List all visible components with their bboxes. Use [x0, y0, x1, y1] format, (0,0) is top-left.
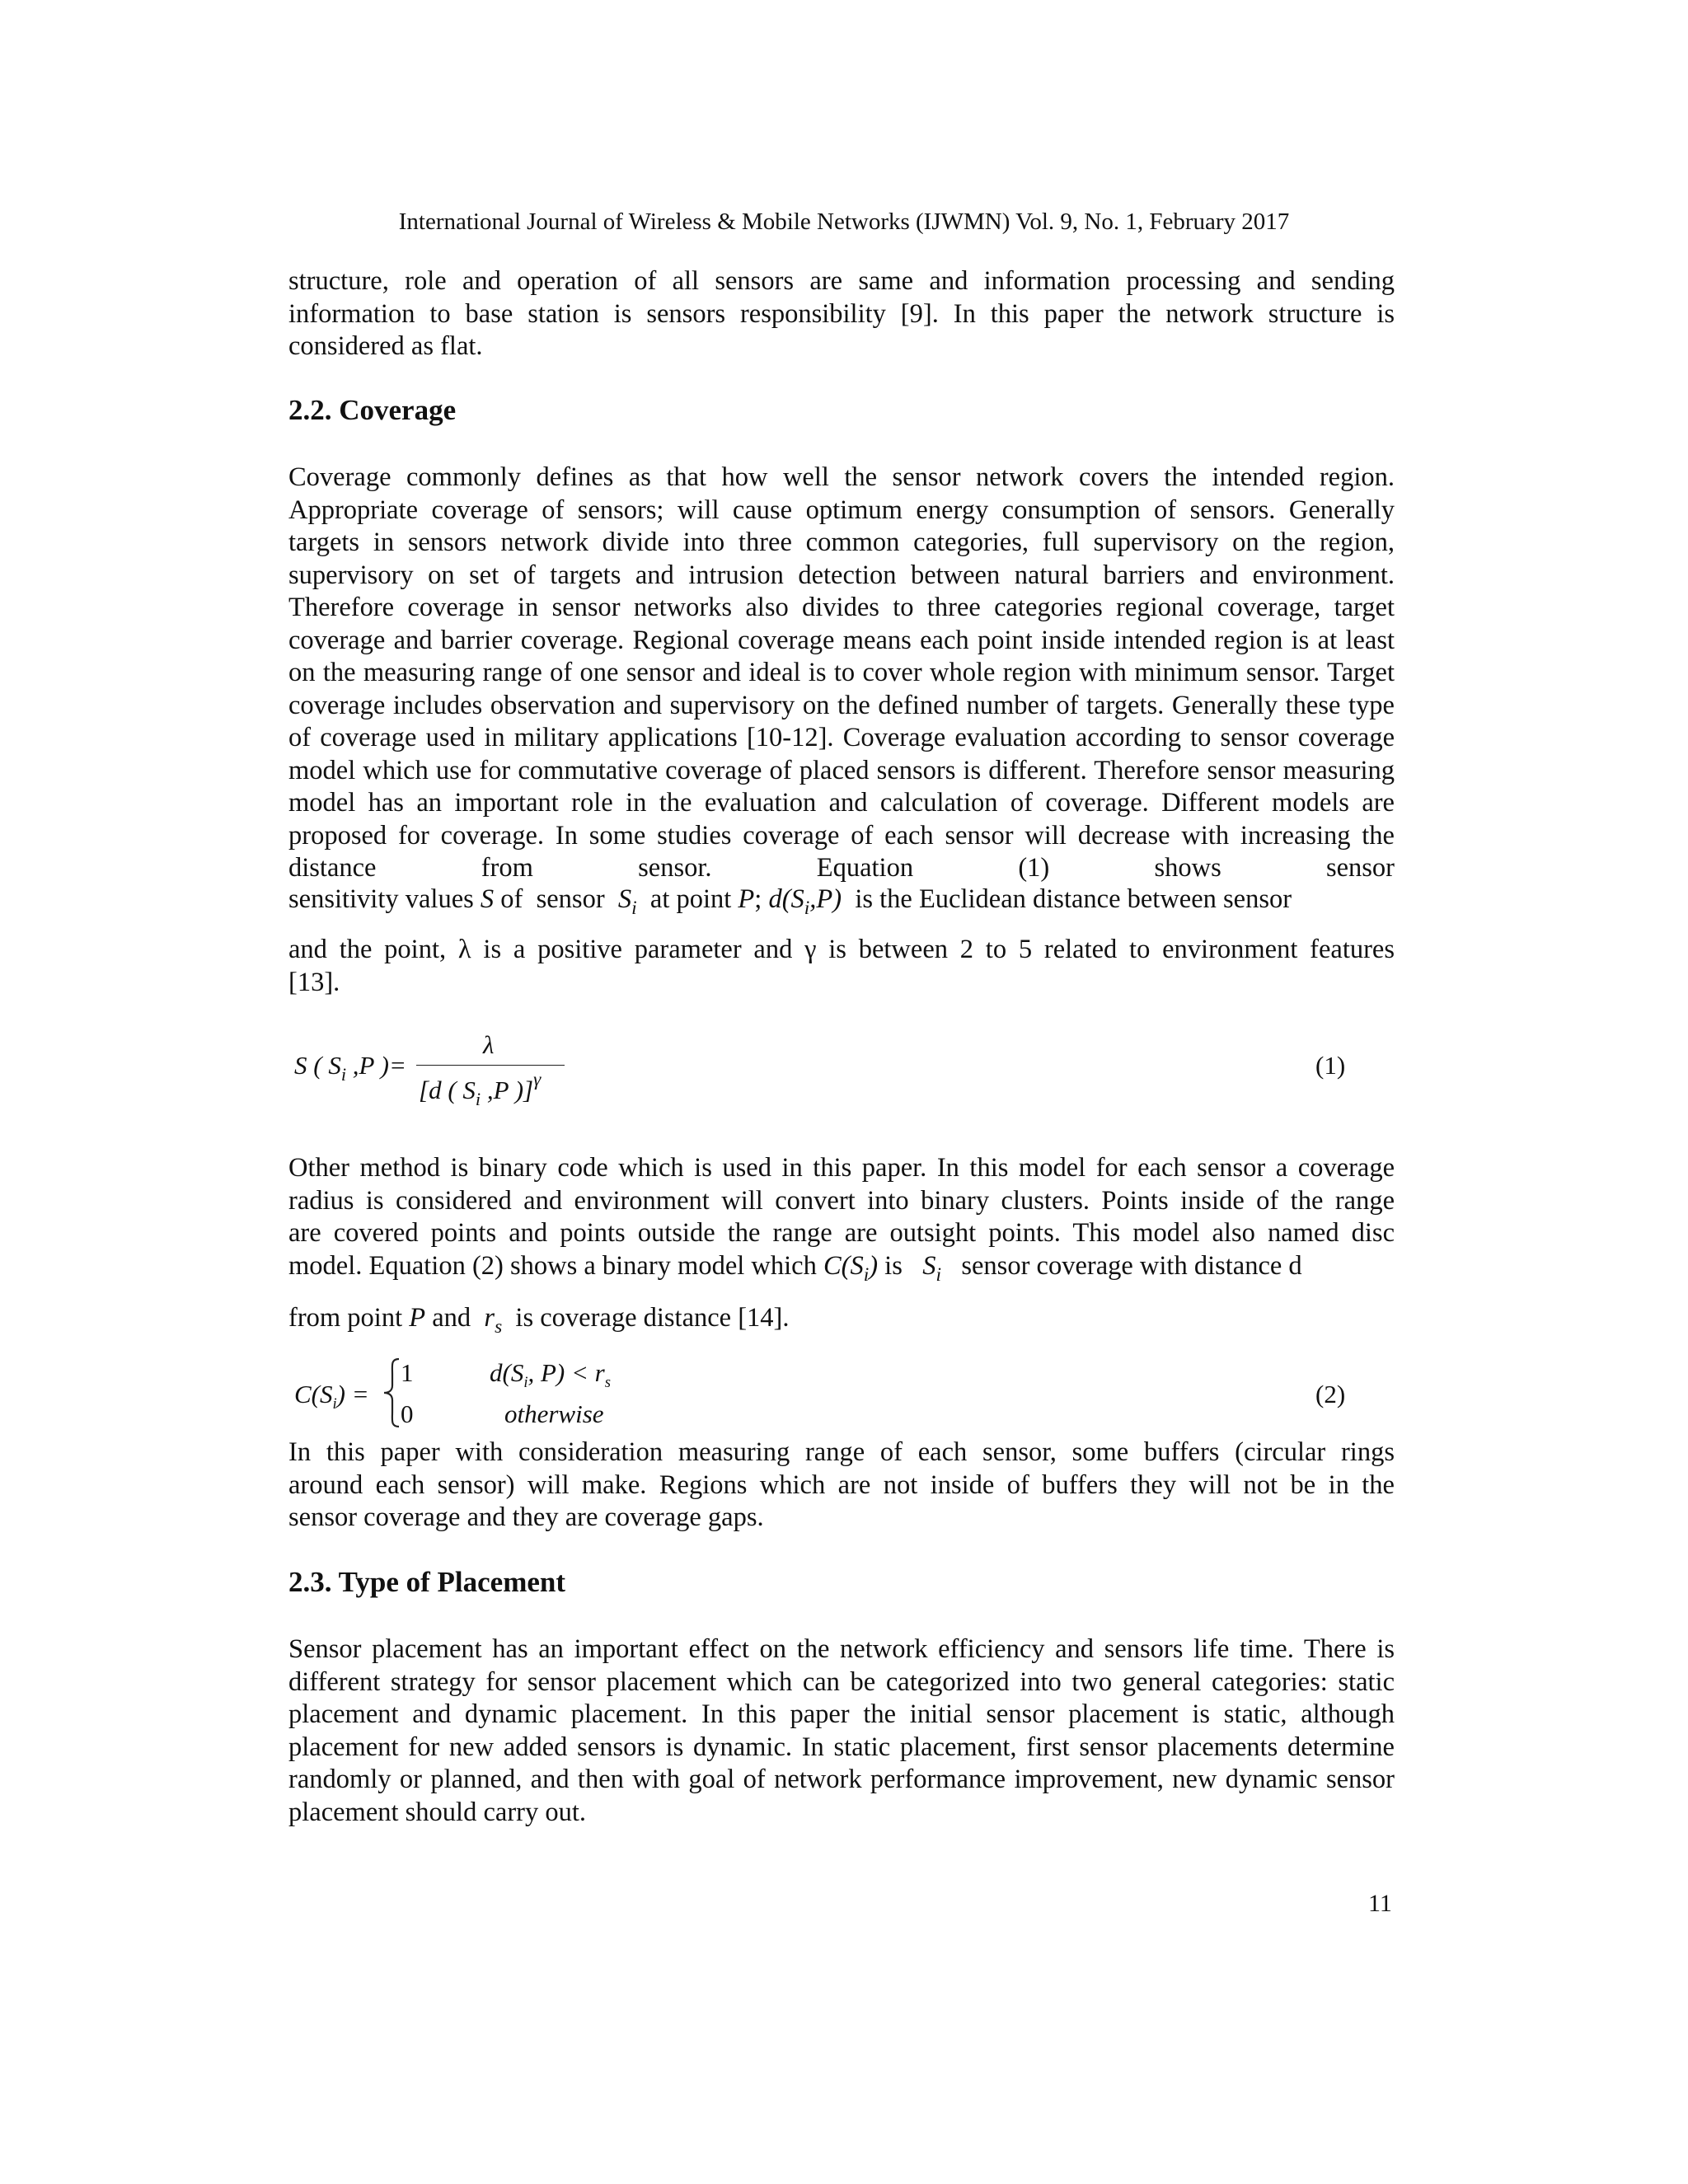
text-line: and the point, λ is a positive parameter and γ is between 2 to 5 related to environment features: [288, 935, 1395, 964]
symbol-rs: $r_s$: [484, 1303, 503, 1338]
symbol-si: $S_i$: [922, 1251, 941, 1286]
eq1-denominator: [d ( $S_i$ ,P )]$^\gamma$: [419, 1068, 542, 1109]
from-point-line: from point P and $r_s$ is coverage distance [14].: [288, 1303, 790, 1338]
page-number: 11: [1368, 1890, 1392, 1917]
eq2-number: (2): [1315, 1380, 1346, 1408]
symbol-distance: $d(S_i,P)$: [768, 884, 842, 920]
placement-paragraph: [288, 1633, 1395, 1829]
section-heading-placement: 2.3. Type of Placement: [288, 1566, 566, 1598]
text-line: are covered points and points outside the range are outsight points. This model also named disc: [288, 1218, 1395, 1248]
text-line: structure, role and operation of all sensors are same and information processing and sending: [288, 266, 1395, 296]
text-line: Other method is binary code which is used in this paper. In this model for each sensor a coverage: [288, 1153, 1395, 1183]
coverage-paragraph: [288, 462, 1395, 885]
eq2-case2-value: 0: [401, 1399, 414, 1428]
eq2-lhs: $C(S_i)$ =: [294, 1380, 369, 1413]
text-line: information to base station is sensors responsibility [9]. In this paper the network structure is: [288, 298, 1395, 329]
symbol-si: $S_i$: [617, 884, 637, 920]
binary-model-paragraph: [288, 1152, 1395, 1250]
eq1-lhs: S ( $S_i$ ,P )=: [294, 1051, 406, 1085]
symbol-csi: $C(S_i)$: [823, 1251, 879, 1286]
journal-header: International Journal of Wireless & Mobile Networks (IJWMN) Vol. 9, No. 1, February 2017: [398, 209, 1290, 235]
model-line: model. Equation (2) shows a binary model which $C(S_i)$ is $S_i$ sensor coverage with distance d: [288, 1251, 1302, 1286]
parameters-paragraph: [288, 934, 1395, 999]
buffers-paragraph: [288, 1436, 1395, 1535]
eq2-case1-condition: $d(S_i$, $P) < r_s$: [490, 1358, 611, 1391]
text-line: considered as flat.: [288, 331, 483, 361]
eq1-number: (1): [1315, 1051, 1346, 1080]
placement-text: Sensor placement has an important effect on the network efficiency and sensors life time. There is different strategy for sensor placement which can be categorized into two general categories: static placement and dynamic placement. In this paper the initial sensor placement is static, although placement for new added sensors is dynamic. In static placement, first sensor placements determine randomly or planned, and then with goal of network performance improvement, new dynamic sensor placement should carry out.: [288, 1634, 1395, 1827]
text-line: In this paper with consideration measuring range of each sensor, some buffers (circular rings: [288, 1437, 1395, 1467]
eq2-case1-value: 1: [401, 1358, 414, 1387]
text-line: around each sensor) will make. Regions which are not inside of buffers they will not be in the: [288, 1469, 1395, 1500]
eq2-case2-condition: otherwise: [504, 1399, 604, 1428]
coverage-text: Coverage commonly defines as that how well the sensor network covers the intended region. Appropriate coverage of sensors; will cause optimum energy consumption of sensors. Generally targets in sensors network divide into three common categories, full supervisory on the region, supervisory on set of targets and intrusion detection between natural barriers and environment. Therefore coverage in sensor networks also divides to three categories regional coverage, target coverage and barrier coverage. Regional coverage means each point inside intended region is at least on the measuring range of one sensor and ideal is to cover whole region with minimum sensor. Target coverage includes observation and supervisory on the defined number of targets. Generally these type of coverage used in military applications [10-12]. Coverage evaluation according to sensor coverage model which use for commutative coverage of placed sensors is different. Therefore sensor measuring model has an important role in the evaluation and calculation of coverage. Different models are proposed for coverage. In some studies coverage of each sensor will decrease with increasing the distance from sensor. Equation (1) shows sensor: [288, 462, 1395, 883]
text-line: [13].: [288, 967, 340, 997]
intro-paragraph: [288, 265, 1395, 363]
sensitivity-line: sensitivity values S of sensor $S_i$ at point P; $d(S_i,P)$ is the Euclidean distance between sensor: [288, 884, 1292, 920]
text-line: radius is considered and environment will convert into binary clusters. Points inside of the range: [288, 1185, 1395, 1216]
eq1-fraction-bar: [416, 1065, 565, 1066]
eq1-numerator: λ: [483, 1030, 495, 1059]
section-heading-coverage: 2.2. Coverage: [288, 394, 457, 426]
text-line: sensor coverage and they are coverage gaps.: [288, 1502, 764, 1532]
